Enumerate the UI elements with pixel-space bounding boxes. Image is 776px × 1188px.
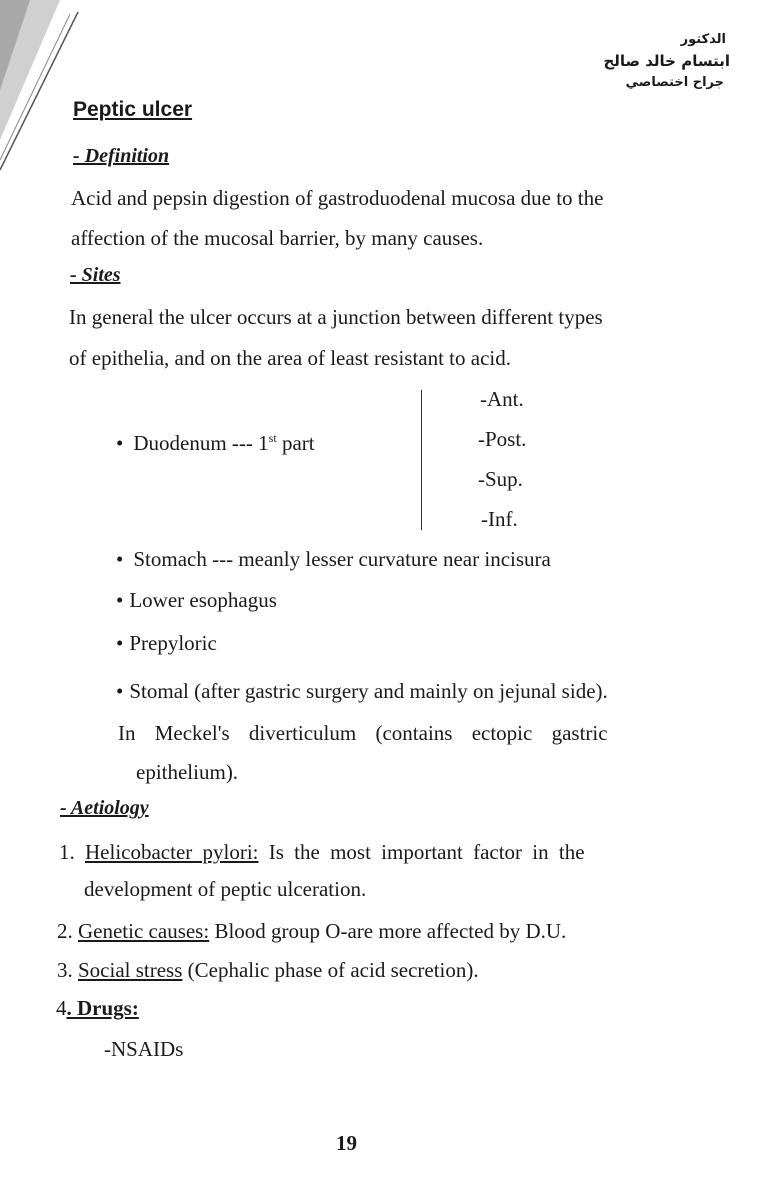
bullet-dot: • [116, 679, 124, 703]
duodenum-divider [421, 390, 422, 530]
definition-line-2: affection of the mucosal barrier, by many causes. [71, 226, 484, 250]
aetiology-item-2: 2. Genetic causes: Blood group O-are more affected by D.U. [57, 919, 567, 943]
aetiology-item-1-line-2: development of peptic ulceration. [84, 877, 367, 901]
duodenum-item: • Duodenum --- 1st part [116, 431, 315, 455]
arabic-role: جراح اختصاصي [625, 75, 724, 90]
bullet-dot: • [116, 431, 124, 455]
sites-line-1: In general the ulcer occurs at a junction between different types [69, 305, 603, 329]
bullet-dot: • [116, 547, 124, 571]
duodenum-part-post: -Post. [478, 427, 527, 451]
meckel-line-2: epithelium). [136, 760, 239, 784]
sites-line-2: of epithelia, and on the area of least resistant to acid. [69, 346, 511, 370]
bullet-dot: • [116, 631, 124, 655]
site-bullet-stomal: • Stomal (after gastric surgery and mainly on jejunal side). [116, 679, 608, 703]
bullet-dot: • [116, 588, 124, 612]
page-title: Peptic ulcer [73, 98, 193, 121]
duodenum-part-ant: -Ant. [480, 387, 524, 411]
page-number: 19 [336, 1131, 357, 1155]
site-bullet-stomach: • Stomach --- meanly lesser curvature near incisura [116, 547, 551, 571]
aetiology-heading: - Aetiology [60, 797, 149, 819]
duodenum-part-sup: -Sup. [478, 467, 523, 491]
meckel-line-1: In Meckel's diverticulum (contains ectopic gastric [118, 721, 608, 745]
aetiology-item-3: 3. Social stress (Cephalic phase of acid secretion). [57, 958, 479, 982]
arabic-name: ابتسام خالد صالح [603, 52, 730, 70]
site-bullet-esophagus: • Lower esophagus [116, 588, 277, 612]
aetiology-item-1: 1. Helicobacter pylori: Is the most important factor in the [59, 840, 585, 864]
sites-heading: - Sites [70, 264, 121, 286]
arabic-title: الدكتور [680, 32, 726, 47]
site-bullet-prepyloric: • Prepyloric [116, 631, 217, 655]
definition-heading: - Definition [73, 145, 170, 167]
definition-line-1: Acid and pepsin digestion of gastroduodenal mucosa due to the [71, 186, 604, 210]
drugs-nsaids: -NSAIDs [104, 1037, 184, 1061]
duodenum-part-inf: -Inf. [481, 507, 518, 531]
aetiology-item-4: 4. Drugs: [56, 996, 139, 1020]
